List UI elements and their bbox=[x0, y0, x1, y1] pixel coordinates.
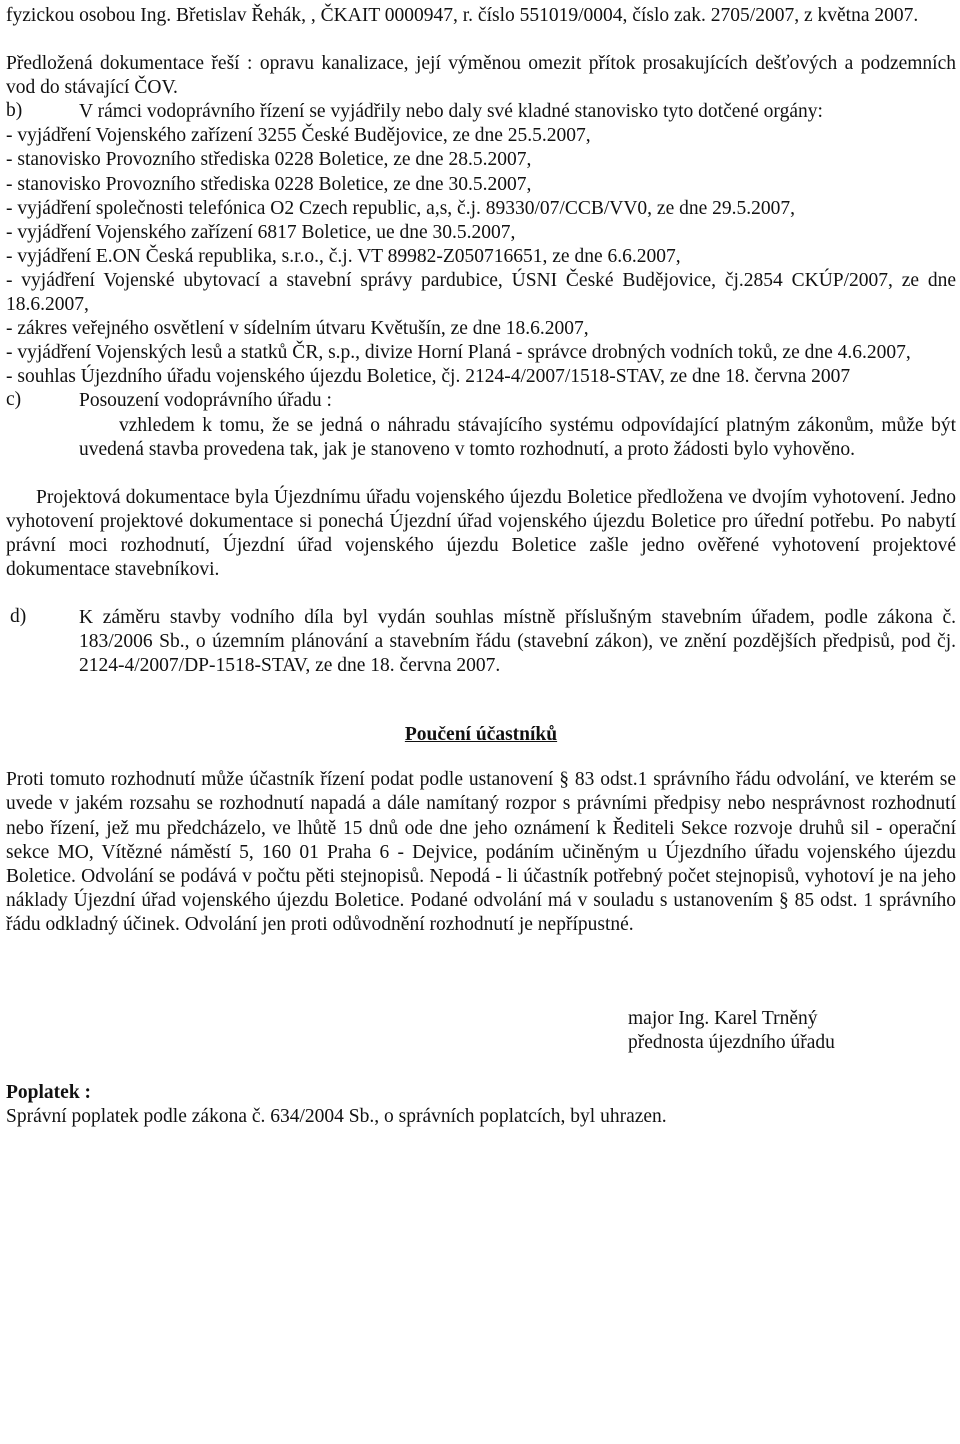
list-item: - zákres veřejného osvětlení v sídelním útvaru Květušín, ze dne 18.6.2007, bbox=[6, 318, 589, 340]
project-paragraph: Projektová dokumentace byla Újezdnímu úřadu vojenského újezdu Boletice předložena ve dvojím vyhotovení. Jedno vyhotovení projektové dokumentace si ponechá Újezdní úřad vojenského újezdu Boletice pro úřední potřebu. Po nabytí právní moci rozhodnutí, Újezdní úřad vojenského újezdu Boletice zašle jedno ověřené vyhotovení projektové dokumentace stavebníkovi. bbox=[6, 486, 956, 580]
section-d-marker: d) bbox=[10, 606, 27, 628]
section-b-marker: b) bbox=[6, 100, 23, 122]
section-b bbox=[6, 100, 956, 124]
signature-block bbox=[628, 1007, 956, 1055]
list-item: - souhlas Újezdního úřadu vojenského újezdu Boletice, čj. 2124-4/2007/1518-STAV, ze dne 18. června 2007 bbox=[6, 366, 851, 388]
signatory-role: přednosta újezdního úřadu bbox=[628, 1032, 835, 1054]
documentation-paragraph: Předložená dokumentace řeší : opravu kanalizace, její výměnou omezit přítok prosakujících dešťových a podzemních vod do stávající ČOV. bbox=[6, 53, 956, 99]
section-b-text: V rámci vodoprávního řízení se vyjádřily nebo daly své kladné stanovisko tyto dotčené orgány: bbox=[79, 101, 823, 123]
list-item: - stanovisko Provozního střediska 0228 Boletice, ze dne 30.5.2007, bbox=[6, 173, 532, 195]
section-d bbox=[6, 606, 956, 678]
list-item: - vyjádření Vojenských lesů a statků ČR, s.p., divize Horní Planá - správce drobných vodních toků, ze dne 4.6.2007, bbox=[6, 342, 911, 364]
section-c bbox=[6, 389, 956, 413]
section-c-marker: c) bbox=[6, 389, 22, 411]
intro-paragraph: fyzickou osobou Ing. Břetislav Řehák, , ČKAIT 0000947, r. číslo 551019/0004, číslo zak. 2705/2007, z května 2007. bbox=[6, 5, 919, 26]
authorities-list bbox=[6, 124, 956, 389]
fee-text: Správní poplatek podle zákona č. 634/2004 Sb., o správních poplatcích, byl uhrazen. bbox=[6, 1106, 667, 1128]
document-page bbox=[6, 4, 956, 1129]
list-item: - vyjádření Vojenské ubytovací a stavební správy pardubice, ÚSNI České Budějovice, čj.2854 CKÚP/2007, ze dne 18.6.2007, bbox=[6, 269, 956, 316]
section-d-text: K záměru stavby vodního díla byl vydán souhlas místně příslušným stavebním úřadem, podle zákona č. 183/2006 Sb., o územním plánování a stavebním řádu (stavební zákon), ve znění pozdějších předpisů, pod čj. 2124-4/2007/DP-1518-STAV, ze dne 18. června 2007. bbox=[79, 607, 956, 677]
instructions-paragraph: Proti tomuto rozhodnutí může účastník řízení podat podle ustanovení § 83 odst.1 správního řádu odvolání, ve kterém se uvede v jakém rozsahu se rozhodnutí napadá a dále namítaný rozpor s právními předpisy nebo nesprávnost rozhodnutí nebo řízení, jež mu předcházelo, ve lhůtě 15 dnů ode dne jeho oznámení k Řediteli Sekce rozvoje druhů sil - operační sekce MO, Vítězné náměstí 5, 160 01 Praha 6 - Dejvice, podáním učiněným u Újezdního úřadu vojenského újezdu Boletice. Odvolání se podává v počtu pěti stejnopisů. Nepodá - li účastník potřebný počet stejnopisů, vyhotoví je na jeho náklady Újezdní úřad vojenského újezdu Boletice. Podané odvolání má v souladu s ustanovením § 85 odst. 1 správního řádu odkladný účinek. Odvolání jen proti odůvodnění rozhodnutí je nepřípustné. bbox=[6, 769, 956, 935]
list-item: - vyjádření E.ON Česká republika, s.r.o., č.j. VT 89982-Z050716651, ze dne 6.6.2007, bbox=[6, 245, 681, 267]
list-item: - stanovisko Provozního střediska 0228 Boletice, ze dne 28.5.2007, bbox=[6, 149, 532, 171]
list-item: - vyjádření Vojenského zařízení 3255 České Budějovice, ze dne 25.5.2007, bbox=[6, 125, 591, 147]
signatory-name: major Ing. Karel Trněný bbox=[628, 1008, 818, 1029]
list-item: - vyjádření společnosti telefónica O2 Czech republic, a,s, č.j. 89330/07/CCB/VV0, ze dne 29.5.2007, bbox=[6, 197, 796, 219]
fee-label: Poplatek : bbox=[6, 1082, 92, 1104]
section-c-title: Posouzení vodoprávního úřadu : bbox=[79, 390, 332, 412]
list-item: - vyjádření Vojenského zařízení 6817 Boletice, ue dne 30.5.2007, bbox=[6, 221, 516, 243]
instructions-heading: Poučení účastníků bbox=[404, 724, 558, 746]
section-c-text: vzhledem k tomu, že se jedná o náhradu stávajícího systému odpovídající platným zákonům, může být uvedená stavba provedena tak, jak je stanoveno v tomto rozhodnutí, a proto žádosti bylo vyhověno. bbox=[79, 414, 956, 460]
